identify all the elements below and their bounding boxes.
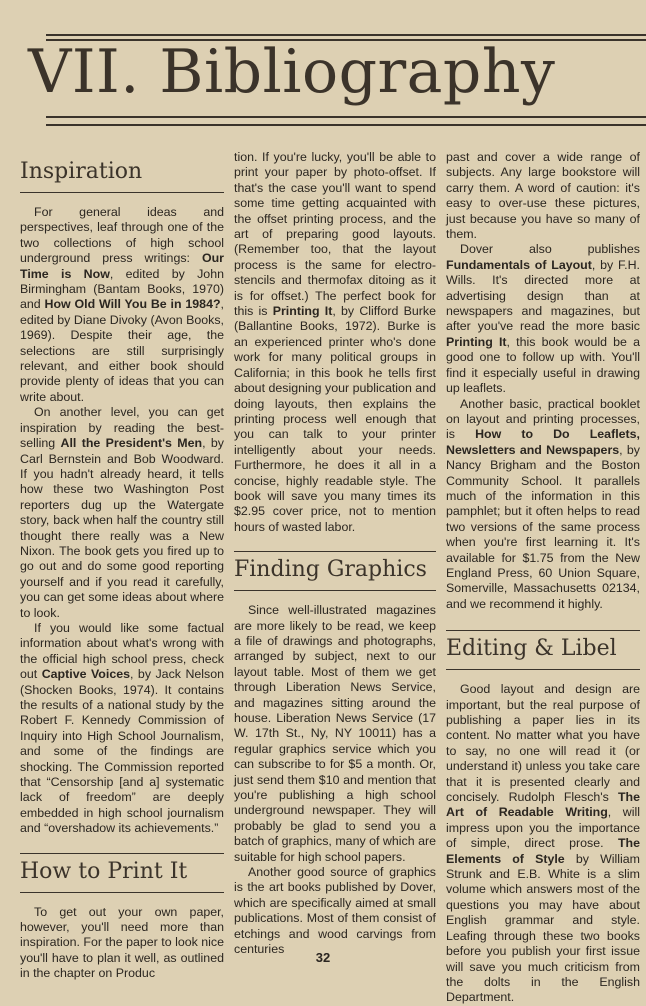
section-body-how-to-print	[20, 905, 224, 982]
body-paragraph: Another basic, practical booklet on layout and printing processes, is How to Do Leaflets, Newsletters and Newspapers, by Nancy Brigham and the Boston Community School. It parallels much of the information in this pamphlet; but it often helps to read two versions of the same process when you're first learning it. It's available for $1.75 from the New England Press, 60 Union Square, Somerville, Massachusetts 02134, and we recommend it highly.	[446, 396, 640, 611]
body-paragraph: Another good source of graphics is the art books published by Dover, which are specifically aimed at small publications. Most of them consist of etchings and wood carvings from centuries	[234, 865, 436, 957]
body-paragraph: To get out your own paper, however, you'll need more than inspiration. For the paper to look nice you'll have to plan it well, as outlined in the chapter on Produc	[20, 904, 224, 981]
body-paragraph: On another level, you can get inspiration by reading the best-selling All the President's Men, by Carl Bernstein and Bob Woodward. If you hadn't already heard, it tells how these two Washington Post reporters dug up the Watergate story, back when half the country still thought there really was a New Nixon. The book gets you fired up to go out and do some good reporting yourself and if you read it carefully, you can get some ideas about where to look.	[20, 405, 224, 620]
section-heading-editing-libel: Editing & Libel	[446, 636, 617, 662]
column-1	[20, 158, 224, 982]
section-rule	[20, 192, 224, 193]
body-paragraph: tion. If you're lucky, you'll be able to print your paper by photo-offset. If that's the case you'll want to spend some time getting acquainted with the offset printing process, and the art of preparing good layouts. (Remember too, that the layout process is the same for electro-stencils and thermofax ditoing as it is for offset.) The perfect book for this is Printing It, by Clifford Burke (Ballantine Books, 1972). Burke is an experienced printer who's done work for many political groups in California; in this book he tells first about designing your publication and doing layouts, then explains the printing process well enough that you can talk to your printer intelligently about your needs. Furthermore, he does it all in a concise, highly readable style. The book will save you many times its $2.95 cover price, not to mention hours of wasted labor.	[234, 150, 436, 534]
section-body-inspiration	[20, 205, 224, 837]
top-rule-1	[46, 34, 646, 36]
body-paragraph: Good layout and design are important, but the real purpose of publishing a paper lies in its content. No matter what you have to say, no one will read it (or understand it) unless you take care that it is presented clearly and concisely. Rudolph Flesch's The Art of Readable Writing, will impress upon you the importance of simple, direct prose. The Elements of Style by William Strunk and E.B. White is a slim volume which answers most of the questions you may have about English grammar and style. Leafing through these two books before you publish your first issue will save you much criticism from the dolts in the English Department.	[446, 682, 641, 1005]
section-rule	[446, 669, 640, 670]
book-title: Printing It	[446, 334, 507, 349]
title-rule-1	[46, 116, 646, 118]
book-title: Printing It	[272, 304, 333, 319]
book-title: The Elements of Style	[446, 836, 640, 866]
body-paragraph: If you would like some factual information about what's wrong with the official high school press, check out Captive Voices, by Jack Nelson (Shocken Books, 1974). It contains the results of a national study by the Robert F. Kennedy Commission of Inquiry into High School Journalism, and some of the findings are shocking. The Commission reported that “Censorship [and a] systematic lack of freedom” are deeply embedded in high school journalism and “overshadow its achievements.”	[20, 620, 225, 836]
section-heading-inspiration: Inspiration	[20, 159, 143, 184]
book-title: How to Do Leaflets, Newsletters and Newspapers	[446, 427, 640, 457]
section-body-finding-graphics	[234, 603, 436, 957]
book-title: How Old Will You Be in 1984?	[44, 297, 221, 312]
page-number: 32	[315, 950, 331, 965]
page-title: VII. Bibliography	[28, 37, 556, 107]
column-3	[446, 150, 640, 1006]
book-title: Fundamentals of Layout	[446, 257, 592, 272]
section-heading-finding-graphics: Finding Graphics	[234, 557, 427, 583]
column-2	[234, 150, 436, 958]
book-title: All the President's Men	[60, 436, 203, 451]
book-title: Our Time is Now	[20, 251, 224, 281]
section-body-how-to-print-cont	[234, 150, 436, 535]
body-paragraph: Dover also publishes Fundamentals of Layout, by F.H. Wills. It's directed more at advertising design than at newspapers and magazines, but after you've read the more basic Printing It, this book would be a good one to follow up with. You'll find it especially useful in drawing up leaflets.	[446, 242, 640, 396]
section-rule	[446, 630, 640, 631]
section-body-finding-graphics-cont	[446, 150, 640, 612]
section-rule	[20, 892, 224, 893]
body-paragraph: For general ideas and perspectives, leaf through one of the two collections of high school underground press writings: Our Time is Now, edited by John Birmingham (Bantam Books, 1970) and How Old Will You Be in 1984?, edited by Diane Divoky (Avon Books, 1969). Despite their age, the selections are still surprisingly relevant, and either book should provide plenty of ideas that you can write about.	[20, 205, 224, 404]
title-rule-2	[46, 124, 646, 126]
book-title: The Art of Readable Writing	[446, 790, 640, 820]
body-paragraph: past and cover a wide range of subjects. Any large bookstore will carry them. A word of caution: it's easy to over-use these pictures, just because you have so many of them.	[446, 150, 640, 242]
section-rule	[234, 551, 436, 552]
section-rule	[234, 590, 436, 591]
section-heading-how-to-print: How to Print It	[20, 858, 188, 884]
book-title: Captive Voices	[41, 667, 130, 682]
section-rule	[20, 853, 224, 854]
body-paragraph: Since well-illustrated magazines are more likely to be read, we keep a file of drawings and photographs, arranged by subject, next to our layout table. Most of them we get through Liberation News Service, and magazines sitting around the house. Liberation News Service (17 W. 17th St., Ny, NY 10011) has a regular graphics service which you can subscribe to for $5 a month. Or, just send them $10 and mention that you're publishing a high school underground newspaper. They will probably be glad to send you a batch of graphics, many of which are suitable for high school papers.	[234, 603, 436, 864]
